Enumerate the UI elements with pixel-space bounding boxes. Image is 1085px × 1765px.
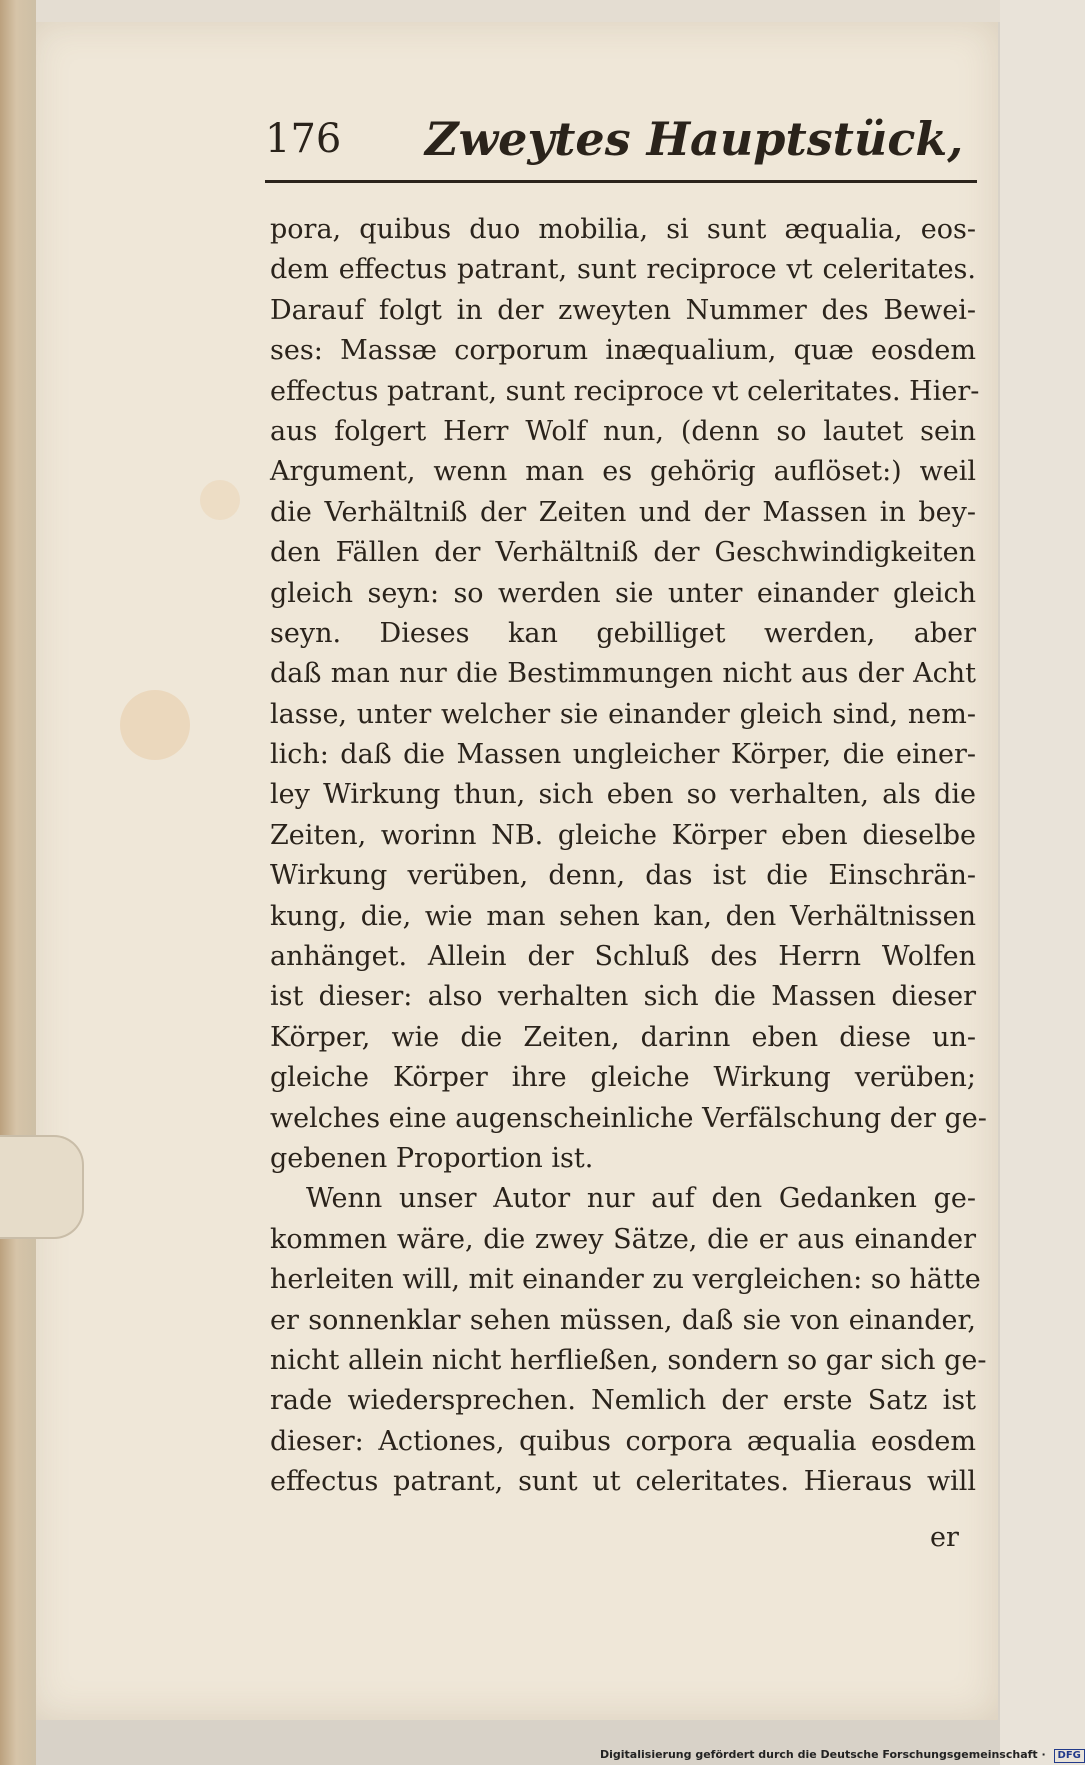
text-line: den Fällen der Verhältniß der Geschwindigkeiten — [270, 537, 976, 569]
text-line: ses: Massæ corporum inæqualium, quæ eosdem — [270, 335, 976, 367]
text-line: kung, die, wie man sehen kan, den Verhältnissen — [270, 900, 976, 932]
text-line: anhänget. Allein der Schluß des Herrn Wolfen — [270, 941, 976, 973]
text-line: kommen wäre, die zwey Sätze, die er aus einander — [270, 1223, 976, 1255]
credit-text: Digitalisierung gefördert durch die Deutsche Forschungsgemeinschaft · — [600, 1748, 1046, 1761]
text-line: Zeiten, worinn NB. gleiche Körper eben dieselbe — [270, 819, 976, 851]
text-line: ist dieser: also verhalten sich die Massen dieser — [270, 981, 976, 1013]
text-line: nicht allein nicht herfließen, sondern so gar sich ge- — [270, 1344, 987, 1376]
text-line: Darauf folgt in der zweyten Nummer des Bewei- — [270, 294, 976, 326]
scan-top-edge — [0, 0, 1000, 22]
text-line: die Verhältniß der Zeiten und der Massen in bey- — [270, 496, 976, 528]
text-line: gleiche Körper ihre gleiche Wirkung verüben; — [270, 1062, 976, 1094]
text-line: seyn. Dieses kan gebilliget werden, aber — [270, 617, 976, 649]
text-line: herleiten will, mit einander zu vergleichen: so hätte — [270, 1264, 981, 1296]
text-line: gleich seyn: so werden sie unter einander gleich — [270, 577, 976, 609]
running-head: Zweytes Hauptstück, — [425, 112, 964, 166]
text-line: Körper, wie die Zeiten, darinn eben diese un- — [270, 1021, 976, 1053]
text-line: rade wiedersprechen. Nemlich der erste Satz ist — [270, 1385, 976, 1417]
text-line: Wenn unser Autor nur auf den Gedanken ge- — [306, 1183, 976, 1215]
book-spine — [0, 0, 36, 1765]
page-clip-tab — [0, 1135, 84, 1239]
text-line: effectus patrant, sunt reciproce vt celeritates. Hier- — [270, 375, 980, 407]
text-line: daß man nur die Bestimmungen nicht aus der Acht — [270, 658, 976, 690]
text-line: welches eine augenscheinliche Verfälschung der ge- — [270, 1102, 987, 1134]
dfg-logo: DFG — [1054, 1749, 1085, 1763]
header-rule — [265, 180, 977, 183]
page-number: 176 — [265, 116, 342, 162]
page-header — [265, 112, 985, 174]
text-line: pora, quibus duo mobilia, si sunt æqualia, eos- — [270, 214, 976, 245]
text-line: dieser: Actiones, quibus corpora æqualia eosdem — [270, 1425, 976, 1457]
digitization-credit — [600, 1748, 1081, 1764]
body-text — [270, 210, 987, 1510]
paper-stain — [200, 480, 240, 520]
catchword: er — [930, 1522, 959, 1553]
text-line: effectus patrant, sunt ut celeritates. Hieraus will — [270, 1466, 976, 1498]
text-line: lasse, unter welcher sie einander gleich sind, nem- — [270, 698, 976, 730]
text-line: gebenen Proportion ist. — [270, 1142, 594, 1174]
text-line: aus folgert Herr Wolf nun, (denn so lautet sein — [270, 415, 976, 447]
text-line: ley Wirkung thun, sich eben so verhalten, als die — [270, 779, 976, 811]
paper-stain — [120, 690, 190, 760]
text-line: Wirkung verüben, denn, das ist die Einschrän- — [270, 860, 976, 892]
text-line: er sonnenklar sehen müssen, daß sie von einander, — [270, 1304, 976, 1336]
text-line: lich: daß die Massen ungleicher Körper, die einer- — [270, 739, 976, 771]
text-line: dem effectus patrant, sunt reciproce vt celeritates. — [270, 254, 976, 286]
text-line: Argument, wenn man es gehörig auflöset:) weil — [270, 456, 976, 488]
